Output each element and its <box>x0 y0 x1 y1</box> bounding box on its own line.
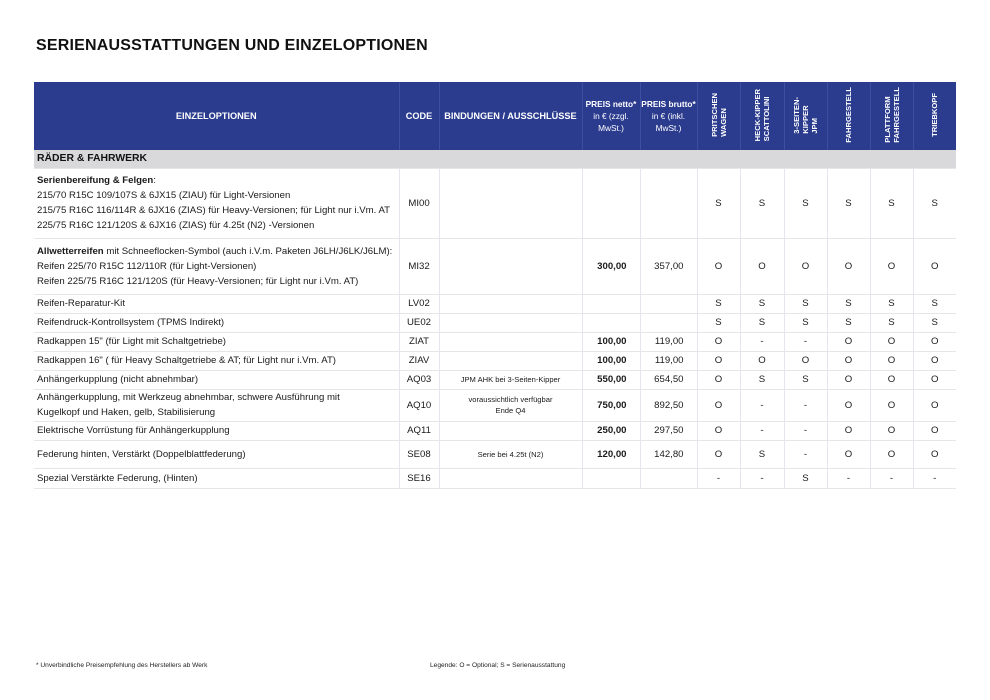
option-code: AQ03 <box>399 370 439 389</box>
price-net <box>582 168 640 238</box>
availability-mark: O <box>740 351 784 370</box>
availability-mark: S <box>697 168 740 238</box>
option-description: Anhängerkupplung, mit Werkzeug abnehmbar, schwere Ausführung mit Kugelkopf und Haken, gelb, Stabilisierung <box>34 389 399 421</box>
option-description <box>34 168 399 238</box>
availability-mark: O <box>697 332 740 351</box>
availability-mark: O <box>870 238 913 294</box>
table-row <box>34 238 956 294</box>
availability-mark: O <box>870 351 913 370</box>
option-bindings <box>439 238 582 294</box>
option-detail-line: 215/75 R16C 116/114R & 6JX16 (ZIAS) für Heavy-Versionen; für Light nur i.Vm. AT <box>37 205 391 216</box>
availability-mark: O <box>827 332 870 351</box>
price-net: 120,00 <box>582 440 640 468</box>
availability-mark: - <box>740 389 784 421</box>
header-body-label: 3-SEITEN- KIPPER JPM <box>792 96 819 134</box>
section-row <box>34 150 956 168</box>
option-description: Radkappen 16" ( für Heavy Schaltgetriebe & AT; für Light nur i.Vm. AT) <box>34 351 399 370</box>
availability-mark: O <box>870 389 913 421</box>
table-row <box>34 294 956 313</box>
availability-mark: O <box>827 440 870 468</box>
option-description: Spezial Verstärkte Federung, (Hinten) <box>34 468 399 488</box>
option-description: Reifendruck-Kontrollsystem (TPMS Indirekt) <box>34 313 399 332</box>
availability-mark: S <box>740 294 784 313</box>
availability-mark: S <box>870 313 913 332</box>
section-title: RÄDER & FAHRWERK <box>34 150 956 168</box>
option-lead: Allwetterreifen <box>37 245 104 257</box>
option-lead-suffix: mit Schneeflocken-Symbol (auch i.V.m. Paketen J6LH/J6LK/J6LM): <box>103 245 393 257</box>
availability-mark: - <box>784 332 827 351</box>
option-code: ZIAV <box>399 351 439 370</box>
availability-mark: O <box>784 238 827 294</box>
header-body-label: HECK-KIPPER SCATTOLINI <box>753 88 771 142</box>
option-description <box>34 238 399 294</box>
price-gross: 119,00 <box>640 332 697 351</box>
header-net-sub: in € (zzgl. MwSt.) <box>593 111 629 133</box>
option-code: MI32 <box>399 238 439 294</box>
option-bindings: Serie bei 4.25t (N2) <box>439 440 582 468</box>
availability-mark: - <box>740 421 784 440</box>
header-body-triebkopf <box>913 82 956 150</box>
availability-mark: S <box>740 168 784 238</box>
options-table <box>34 82 956 489</box>
price-gross: 654,50 <box>640 370 697 389</box>
option-code: UE02 <box>399 313 439 332</box>
option-detail-line: Reifen 225/75 R16C 121/120S (für Heavy-Versionen; für Light nur i.Vm. AT) <box>37 275 359 287</box>
table-header-row <box>34 82 956 150</box>
header-body-pritschenwagen <box>697 82 740 150</box>
availability-mark: S <box>827 168 870 238</box>
availability-mark: S <box>740 440 784 468</box>
option-bindings <box>439 313 582 332</box>
availability-mark: - <box>784 389 827 421</box>
price-gross <box>640 168 697 238</box>
availability-mark: S <box>913 294 956 313</box>
price-gross <box>640 468 697 488</box>
availability-mark: S <box>870 168 913 238</box>
footer-price-note: * Unverbindliche Preisempfehlung des Herstellers ab Werk <box>36 662 208 669</box>
price-gross: 357,00 <box>640 238 697 294</box>
option-code: AQ10 <box>399 389 439 421</box>
table-row <box>34 389 956 421</box>
availability-mark: O <box>697 351 740 370</box>
availability-mark: S <box>913 168 956 238</box>
availability-mark: S <box>697 294 740 313</box>
availability-mark: O <box>913 332 956 351</box>
price-gross <box>640 294 697 313</box>
page-title: SERIENAUSSTATTUNGEN UND EINZELOPTIONEN <box>36 37 428 54</box>
header-net-price <box>582 82 640 150</box>
availability-mark: O <box>740 238 784 294</box>
option-detail-line: 215/70 R15C 109/107S & 6JX15 (ZIAU) für Light-Versionen <box>37 190 291 201</box>
price-net <box>582 313 640 332</box>
header-body-label: TRIEBKOPF <box>930 93 940 137</box>
availability-mark: O <box>697 389 740 421</box>
header-body-heck-kipper <box>740 82 784 150</box>
header-body-label: FAHRGESTELL <box>844 87 853 143</box>
price-net: 250,00 <box>582 421 640 440</box>
availability-mark: - <box>870 468 913 488</box>
option-detail-line: Reifen 225/70 R15C 112/110R (für Light-Versionen) <box>37 260 257 272</box>
option-lead-suffix: : <box>153 175 156 186</box>
availability-mark: O <box>913 351 956 370</box>
availability-mark: O <box>784 351 827 370</box>
table-row <box>34 168 956 238</box>
price-gross: 892,50 <box>640 389 697 421</box>
availability-mark: S <box>827 294 870 313</box>
price-gross: 142,80 <box>640 440 697 468</box>
footer-legend: Legende: O = Optional; S = Serienausstattung <box>430 662 566 669</box>
availability-mark: O <box>913 370 956 389</box>
option-bindings: JPM AHK bei 3-Seiten-Kipper <box>439 370 582 389</box>
option-description: Reifen-Reparatur-Kit <box>34 294 399 313</box>
header-gross-main: PREIS brutto* <box>641 99 696 109</box>
header-body-3-seiten-kipper <box>784 82 827 150</box>
availability-mark: O <box>870 421 913 440</box>
availability-mark: O <box>827 238 870 294</box>
option-bindings <box>439 168 582 238</box>
availability-mark: - <box>784 440 827 468</box>
availability-mark: O <box>827 351 870 370</box>
option-lead-line <box>37 244 399 259</box>
price-net: 100,00 <box>582 332 640 351</box>
option-code: SE08 <box>399 440 439 468</box>
availability-mark: O <box>913 440 956 468</box>
availability-mark: S <box>784 370 827 389</box>
availability-mark: O <box>827 370 870 389</box>
availability-mark: S <box>784 468 827 488</box>
availability-mark: O <box>697 370 740 389</box>
table-row <box>34 370 956 389</box>
option-description: Federung hinten, Verstärkt (Doppelblattfederung) <box>34 440 399 468</box>
option-code: SE16 <box>399 468 439 488</box>
option-bindings <box>439 421 582 440</box>
option-bindings <box>439 332 582 351</box>
header-body-label: PRITSCHEN WAGEN <box>709 93 728 137</box>
table-row <box>34 351 956 370</box>
availability-mark: O <box>913 238 956 294</box>
option-code: LV02 <box>399 294 439 313</box>
availability-mark: O <box>870 440 913 468</box>
option-bindings <box>439 351 582 370</box>
availability-mark: - <box>697 468 740 488</box>
price-net: 750,00 <box>582 389 640 421</box>
header-option: EINZELOPTIONEN <box>34 82 399 150</box>
table-row <box>34 421 956 440</box>
availability-mark: S <box>784 313 827 332</box>
availability-mark: O <box>697 421 740 440</box>
availability-mark: S <box>697 313 740 332</box>
option-detail-line: 225/75 R16C 121/120S & 6JX16 (ZIAS) für 4.25t (N2) -Versionen <box>37 220 315 231</box>
availability-mark: S <box>784 168 827 238</box>
option-lead-line <box>37 173 399 188</box>
option-bindings: voraussichtlich verfügbar Ende Q4 <box>439 389 582 421</box>
availability-mark: O <box>913 389 956 421</box>
price-net: 550,00 <box>582 370 640 389</box>
availability-mark: O <box>827 389 870 421</box>
option-lead: Serienbereifung & Felgen <box>37 175 154 186</box>
availability-mark: - <box>740 468 784 488</box>
availability-mark: - <box>913 468 956 488</box>
header-gross-price <box>640 82 697 150</box>
availability-mark: O <box>697 238 740 294</box>
table-row <box>34 468 956 488</box>
availability-mark: - <box>784 421 827 440</box>
header-body-plattform <box>870 82 913 150</box>
availability-mark: S <box>740 313 784 332</box>
availability-mark: O <box>697 440 740 468</box>
header-body-fahrgestell <box>827 82 870 150</box>
table-row <box>34 440 956 468</box>
header-gross-sub: in € (inkl. MwSt.) <box>651 111 686 133</box>
option-bindings <box>439 468 582 488</box>
availability-mark: O <box>827 421 870 440</box>
header-body-label: PLATTFORM FAHRGESTELL <box>882 87 901 143</box>
price-gross: 119,00 <box>640 351 697 370</box>
option-code: ZIAT <box>399 332 439 351</box>
availability-mark: S <box>784 294 827 313</box>
option-description: Anhängerkupplung (nicht abnehmbar) <box>34 370 399 389</box>
price-gross <box>640 313 697 332</box>
price-net: 300,00 <box>582 238 640 294</box>
availability-mark: O <box>870 370 913 389</box>
table-row <box>34 313 956 332</box>
availability-mark: S <box>870 294 913 313</box>
option-code: AQ11 <box>399 421 439 440</box>
price-net <box>582 294 640 313</box>
availability-mark: S <box>740 370 784 389</box>
price-net: 100,00 <box>582 351 640 370</box>
option-description: Elektrische Vorrüstung für Anhängerkupplung <box>34 421 399 440</box>
table-row <box>34 332 956 351</box>
option-description: Radkappen 15" (für Light mit Schaltgetriebe) <box>34 332 399 351</box>
header-code: CODE <box>399 82 439 150</box>
availability-mark: O <box>913 421 956 440</box>
header-bindings: BINDUNGEN / AUSSCHLÜSSE <box>439 82 582 150</box>
option-code: MI00 <box>399 168 439 238</box>
availability-mark: S <box>913 313 956 332</box>
availability-mark: S <box>827 313 870 332</box>
option-bindings <box>439 294 582 313</box>
availability-mark: O <box>870 332 913 351</box>
price-net <box>582 468 640 488</box>
availability-mark: - <box>827 468 870 488</box>
header-net-main: PREIS netto* <box>585 99 637 109</box>
price-gross: 297,50 <box>640 421 697 440</box>
availability-mark: - <box>740 332 784 351</box>
